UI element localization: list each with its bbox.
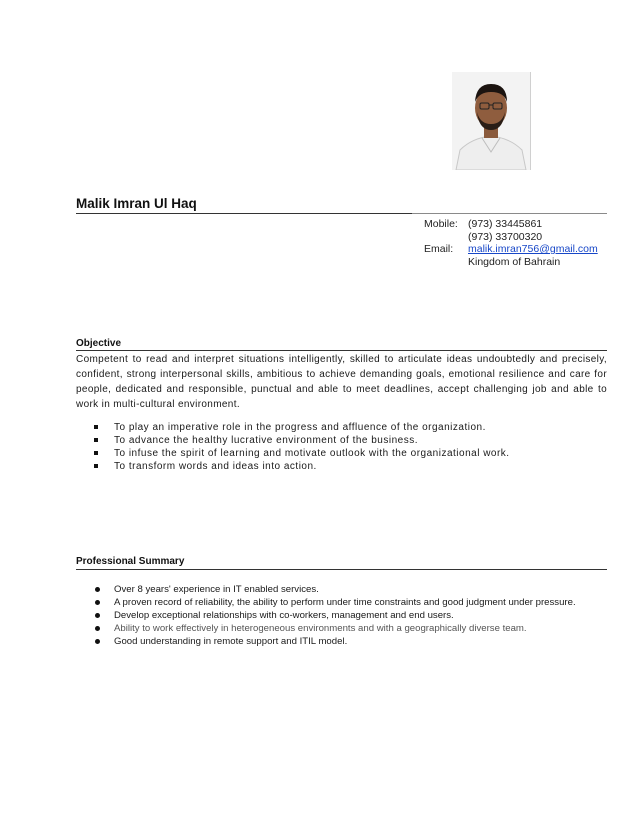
email-label: Email: bbox=[424, 243, 454, 256]
person-portrait-icon bbox=[452, 72, 530, 170]
objective-bullets bbox=[92, 421, 510, 473]
mobile-row bbox=[424, 218, 598, 231]
objective-heading: Objective bbox=[76, 338, 122, 349]
objective-paragraph: Competent to read and interpret situations intelligently, skilled to articulate ideas undoubtedly and precisely, confident, strong interpersonal skills, ambitious to achieve demanding goals, emotional resilience and care for people, dedicated and responsible, punctual and able to meet deadlines, accept challenging job and able to work in multi-cultural environment. bbox=[76, 354, 607, 410]
profile-photo bbox=[452, 72, 531, 170]
list-item: Develop exceptional relationships with co-workers, management and end users. bbox=[92, 609, 582, 622]
square-bullet-icon bbox=[94, 425, 98, 429]
name-divider bbox=[76, 213, 412, 214]
summary-bullets bbox=[92, 583, 582, 648]
list-item: To play an imperative role in the progress and affluence of the organization. bbox=[92, 421, 510, 434]
square-bullet-icon bbox=[94, 438, 98, 442]
candidate-name: Malik Imran Ul Haq bbox=[76, 196, 197, 211]
mobile-label: Mobile: bbox=[424, 218, 458, 230]
email-row bbox=[424, 243, 598, 256]
list-item: Over 8 years' experience in IT enabled services. bbox=[92, 583, 582, 596]
objective-divider bbox=[76, 350, 607, 351]
round-bullet-icon bbox=[95, 600, 100, 605]
name-divider-extension bbox=[412, 213, 607, 214]
mobile-row-2 bbox=[424, 231, 598, 244]
list-item: To transform words and ideas into action. bbox=[92, 460, 510, 473]
list-item: To advance the healthy lucrative environment of the business. bbox=[92, 434, 510, 447]
round-bullet-icon bbox=[95, 626, 100, 631]
list-item: Good understanding in remote support and ITIL model. bbox=[92, 635, 582, 648]
square-bullet-icon bbox=[94, 464, 98, 468]
list-item: Ability to work effectively in heterogeneous environments and with a geographically diverse team. bbox=[92, 622, 582, 635]
round-bullet-icon bbox=[95, 587, 100, 592]
list-item: A proven record of reliability, the ability to perform under time constraints and good judgment under pressure. bbox=[92, 596, 582, 609]
mobile-number-2: (973) 33700320 bbox=[468, 230, 543, 243]
square-bullet-icon bbox=[94, 451, 98, 455]
contact-block bbox=[424, 218, 598, 268]
location-row bbox=[424, 256, 598, 269]
round-bullet-icon bbox=[95, 639, 100, 644]
mobile-number-1: (973) 33445861 bbox=[468, 218, 543, 230]
list-item: To infuse the spirit of learning and motivate outlook with the organizational work. bbox=[92, 447, 510, 460]
location: Kingdom of Bahrain bbox=[468, 255, 561, 268]
summary-divider bbox=[76, 569, 607, 570]
email-link[interactable]: malik.imran756@gmail.com bbox=[468, 243, 598, 256]
summary-heading: Professional Summary bbox=[76, 556, 185, 567]
round-bullet-icon bbox=[95, 613, 100, 618]
